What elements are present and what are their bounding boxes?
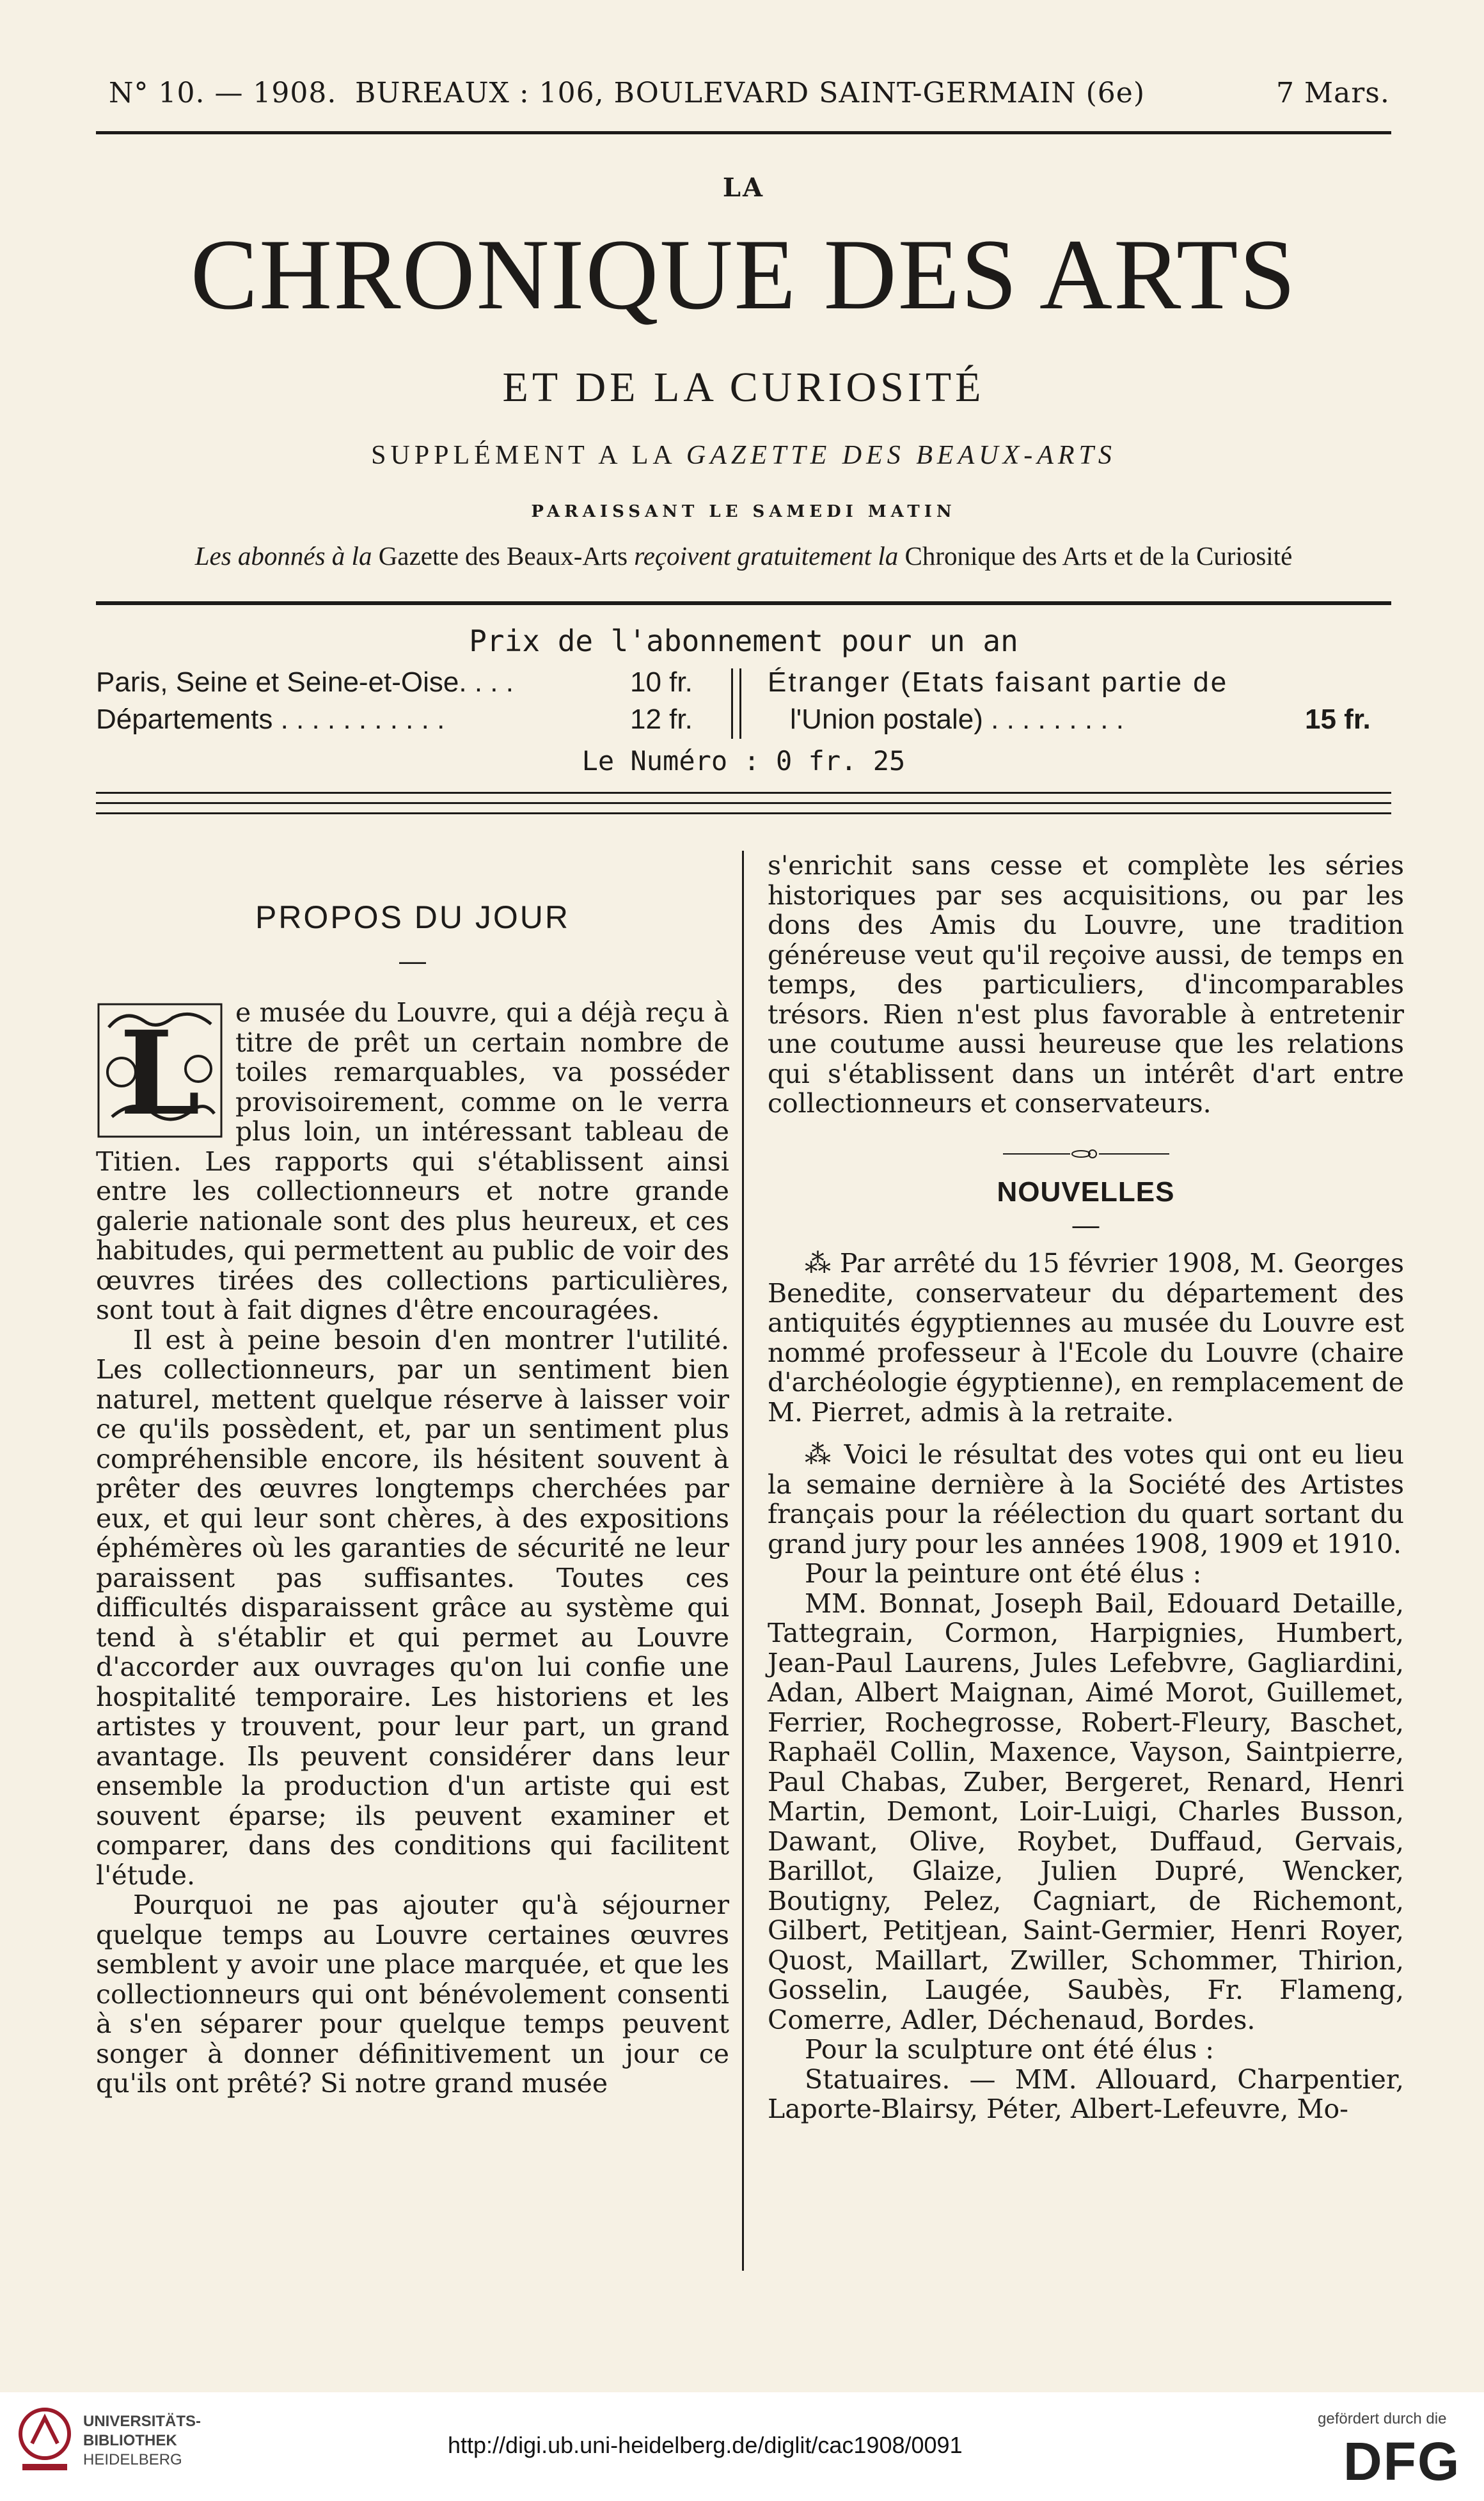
ornament-icon [1003, 1148, 1169, 1160]
propos-paragraph-3: Pourquoi ne pas ajouter qu'à séjourner quelque temps au Louvre certaines œuvres semblent y avoir une place marquée, et que les collectionneurs qui ont bénévolement consenti à s'en séparer pour quelque temps peuvent songer à donner définitivement un jour ce qu'ils ont prêté? Si notre grand musée [96, 1890, 729, 2099]
price-heading: Prix de l'abonnement pour un an [469, 624, 1018, 658]
initial-l-icon [96, 1002, 224, 1139]
bureaux-address: BUREAUX : 106, BOULEVARD SAINT-GERMAIN (6e) [355, 77, 1145, 109]
ornamental-initial [96, 1002, 224, 1139]
news-item-2: ⁂ Voici le résultat des votes qui ont eu lieu la semaine dernière à la Société des Artistes français pour la réélection du quart sortant du grand jury pour les années 1908, 1909 et 1910. [768, 1439, 1404, 1559]
news-item-4: MM. Bonnat, Joseph Bail, Edouard Detaille, Tattegrain, Cormon, Harpignies, Humbert, Jean-Paul Laurens, Jules Lefebvre, Gagliardini, Adan, Albert Maignan, Aimé Morot, Guillemet, Ferrier, Rochegrosse, Robert-Fleury, Baschet, Raphaël Collin, Maxence, Vayson, Saintpierre, Paul Chabas, Zuber, Bergeret, Renard, Henri Martin, Demont, Loir-Luigi, Charles Busson, Dawant, Olive, Roybet, Duffaud, Gervais, Barillot, Glaize, Julien Dupré, Wencker, Boutigny, Pelez, Cagniart, de Richemont, Gilbert, Petitjean, Saint-Germier, Henri Royer, Quost, Maillart, Zwiller, Schommer, Thirion, Gosselin, Laugée, Saubès, Fr. Flameng, Comerre, Adler, Déchenaud, Bordes. [768, 1588, 1404, 2035]
price-divider-1 [731, 668, 733, 739]
etranger-line-1: Étranger (Etats faisant partie de [768, 667, 1229, 698]
supplement-prefix: SUPPLÉMENT A LA [371, 441, 686, 470]
news-item-3: Pour la peinture ont été élus : [805, 1558, 1202, 1589]
nouvelles-dash: — [1072, 1209, 1100, 1240]
price-divider-2 [739, 668, 741, 739]
propos-heading: PROPOS DU JOUR [255, 899, 571, 935]
price-rule-1 [96, 792, 1391, 794]
propos-paragraph-1: e musée du Louvre, qui a déjà reçu à titre de prêt un certain nombre de toiles remarquables, va posséder provisoirement, comme on le verra plus loin, un intéressant tableau de Titien. Les rapports qui s'établissent ainsi entre les collectionneurs et notre grande galerie nationale sont des plus heureux, et ces habitudes, qui permettent au public de voir des œuvres tirées des collections particulières, sont tout à fait dignes d'être encouragées. [96, 997, 729, 1325]
left-column [96, 998, 729, 2099]
header-rule [96, 131, 1391, 134]
abonnes-text-1: Les abonnés à la [194, 541, 372, 571]
propos-continuation: s'enrichit sans cesse et complète les séries historiques par ses acquisitions, ou par les dons des Amis du Louvre, une tradition généreuse veut qu'il reçoive aussi, de temps en temps, des particuliers, d'incomparables trésors. Rien n'est plus favorable à entretenir une coutume aussi heureuse que les relations qui s'établissent dans un intérêt d'art entre collectionneurs et conservateurs. [768, 850, 1404, 1119]
price-rule-2 [96, 802, 1391, 804]
etranger-line-2: l'Union postale) . . . . . . . . . [790, 704, 1124, 735]
masthead-subtitle: ET DE LA CURIOSITÉ [502, 364, 985, 411]
masthead-la: LA [722, 173, 765, 203]
supplement-line [96, 440, 1391, 471]
abonnes-line [96, 540, 1391, 571]
dfg-caption: gefördert durch die [1318, 2410, 1447, 2427]
abonnes-text-3: reçoivent gratuitement la [634, 541, 899, 571]
news-item-5: Pour la sculpture ont été élus : [805, 2034, 1215, 2065]
running-header [0, 77, 1484, 122]
paris-price: 10 fr. [630, 667, 693, 698]
abonnes-text-4: Chronique des Arts et de la Curiosité [898, 541, 1293, 571]
dropcap-letter: L [119, 1006, 201, 1139]
library-name-3: HEIDELBERG [83, 2451, 182, 2468]
source-url-link[interactable]: http://digi.ub.uni-heidelberg.de/diglit/cac1908/0091 [448, 2432, 963, 2458]
etranger-price: 15 fr. [1305, 704, 1371, 735]
dept-label: Départements . . . . . . . . . . . [96, 704, 445, 735]
library-name-2: BIBLIOTHEK [83, 2432, 177, 2449]
supplement-gazette: GAZETTE DES BEAUX-ARTS [686, 441, 1116, 470]
dept-price: 12 fr. [630, 704, 693, 735]
abonnes-text-2: Gazette des Beaux-Arts [372, 541, 635, 571]
price-rule-3 [96, 812, 1391, 814]
library-name-1: UNIVERSITÄTS- [83, 2413, 201, 2430]
column-divider [742, 851, 744, 2271]
digitization-footer [0, 2392, 1484, 2501]
numero-price: Le Numéro : 0 fr. 25 [581, 745, 906, 777]
right-column [768, 851, 1404, 2124]
news-item-1: ⁂ Par arrêté du 15 février 1908, M. Georges Benedite, conservateur du département des antiquités égyptiennes au musée du Louvre est nommé professeur à l'Ecole du Louvre (chaire d'archéologie égyptienne), en remplacement de M. Pierret, admis à la retraite. [768, 1248, 1404, 1428]
propos-dash: — [399, 945, 426, 975]
issue-date: 7 Mars. [1276, 77, 1390, 109]
masthead-rule [96, 601, 1391, 605]
news-item-6: Statuaires. — MM. Allouard, Charpentier, Laporte-Blairsy, Péter, Albert-Lefeuvre, Mo- [768, 2063, 1404, 2124]
propos-paragraph-2: Il est à peine besoin d'en montrer l'utilité. Les collectionneurs, par un sentiment bien naturel, mettent quelque réserve à laisser voir ce qu'ils possèdent, et, par un sentiment plus compréhensible encore, ils hésitent souvent à prêter des œuvres longtemps cherchées par eux, et qui leur sont chères, à des expositions éphémères où les garanties de sécurité ne leur paraissent pas suffisantes. Toutes ces difficultés disparaissent grâce au système qui tend à s'établir et qui permet au Louvre d'accorder aux ouvrages qu'on lui confie une hospitalité temporaire. Les historiens et les artistes y trouvent, pour leur part, un grand avantage. Ils peuvent considérer dans leur ensemble la production d'un artiste qui est souvent éparse; ils peuvent examiner et comparer, dans des conditions qui facilitent l'étude. [96, 1324, 729, 1891]
dfg-logo: DFG [1343, 2431, 1461, 2491]
paris-label: Paris, Seine et Seine-et-Oise. . . . [96, 667, 514, 698]
masthead-title: CHRONIQUE DES ARTS [190, 219, 1297, 331]
university-seal-icon [16, 2405, 74, 2475]
paraissant-line: PARAISSANT LE SAMEDI MATIN [531, 502, 956, 521]
nouvelles-heading: NOUVELLES [997, 1176, 1175, 1208]
issue-number: N° 10. — 1908. [109, 77, 337, 109]
ornament-divider [768, 1137, 1404, 1167]
